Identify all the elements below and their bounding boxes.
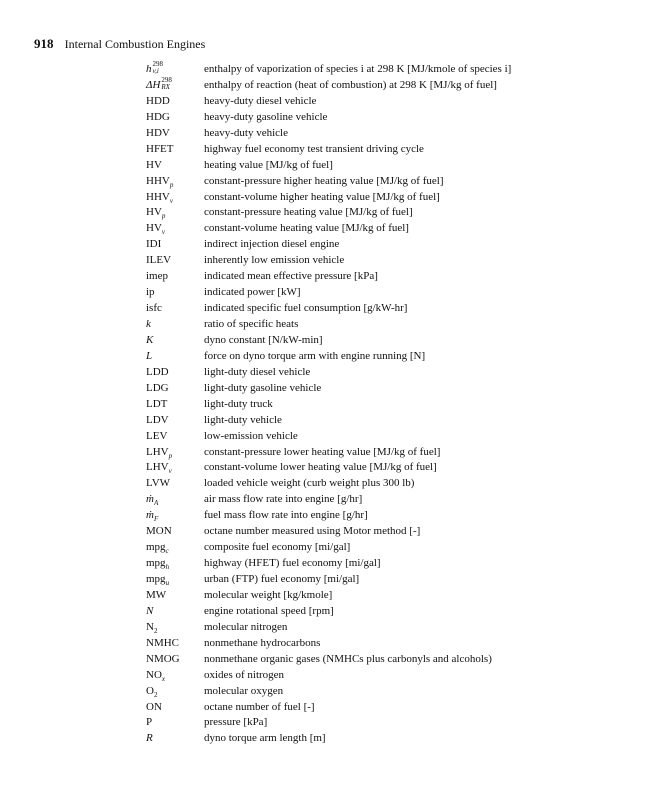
symbol-base: HV [146, 158, 162, 171]
entry-symbol [146, 221, 204, 237]
nomenclature-entry [146, 700, 616, 716]
entry-symbol [146, 142, 204, 158]
nomenclature-entry [146, 413, 616, 429]
entry-symbol [146, 174, 204, 190]
symbol-subscript: 2 [153, 627, 158, 635]
nomenclature-entry [146, 445, 616, 461]
nomenclature-entry [146, 556, 616, 572]
nomenclature-entry [146, 174, 616, 190]
entry-symbol [146, 524, 204, 540]
symbol-base: HDD [146, 94, 170, 107]
nomenclature-entry [146, 205, 616, 221]
symbol-base: ILEV [146, 254, 172, 267]
symbol-base: k [146, 318, 151, 330]
nomenclature-entry [146, 731, 616, 747]
entry-definition: ratio of specific heats [204, 318, 299, 330]
nomenclature-entry [146, 476, 616, 492]
entry-definition: highway fuel economy test transient driving cycle [204, 142, 424, 155]
symbol-base: N [146, 604, 154, 617]
entry-definition: pressure [kPa] [204, 716, 268, 729]
page-number: 918 [34, 36, 54, 51]
symbol-base: P [146, 716, 153, 729]
entry-definition: air mass flow rate into engine [g/hr] [204, 493, 363, 506]
nomenclature-entry [146, 78, 616, 94]
entry-symbol [146, 110, 204, 126]
symbol-base: isfc [146, 302, 162, 315]
nomenclature-entry [146, 253, 616, 269]
running-title: Internal Combustion Engines [64, 37, 206, 51]
nomenclature-entry [146, 588, 616, 604]
entry-definition: low-emission vehicle [204, 429, 298, 442]
page-header [34, 36, 205, 52]
nomenclature-entry [146, 221, 616, 237]
entry-symbol [146, 381, 204, 397]
entry-definition: molecular nitrogen [204, 620, 288, 633]
entry-symbol [146, 540, 204, 556]
entry-definition: heavy-duty diesel vehicle [204, 94, 317, 107]
nomenclature-entry [146, 365, 616, 381]
symbol-base: ΔH [146, 78, 161, 91]
symbol-subscript: v [168, 467, 172, 476]
symbol-base: NMOG [146, 652, 180, 665]
symbol-subscript: c [165, 547, 169, 556]
entry-definition: inherently low emission vehicle [204, 254, 345, 267]
symbol-base: mpg [146, 557, 166, 570]
entry-definition: engine rotational speed [rpm] [204, 604, 334, 617]
symbol-base: ṁ [146, 509, 154, 522]
symbol-base: LDT [146, 397, 168, 410]
nomenclature-entry [146, 301, 616, 317]
symbol-base: LHV [146, 461, 169, 474]
entry-symbol [146, 237, 204, 253]
symbol-subscript: v [169, 196, 173, 205]
nomenclature-entry [146, 269, 616, 285]
nomenclature-entry [146, 126, 616, 142]
entry-definition: constant-volume lower heating value [MJ/kg of fuel] [204, 461, 437, 474]
entry-symbol [146, 492, 204, 508]
symbol-subscript: v,i [152, 67, 159, 76]
symbol-base: MW [146, 588, 167, 601]
symbol-base: HV [146, 206, 162, 219]
entry-definition: urban (FTP) fuel economy [mi/gal] [204, 573, 360, 585]
entry-symbol [146, 460, 204, 476]
symbol-base: h [146, 63, 152, 75]
symbol-base: HV [146, 222, 162, 235]
entry-definition: fuel mass flow rate into engine [g/hr] [204, 509, 368, 522]
symbol-base: K [146, 333, 154, 346]
symbol-base: R [146, 732, 153, 745]
symbol-base: HFET [146, 142, 174, 155]
entry-symbol [146, 205, 204, 221]
entry-definition: nonmethane hydrocarbons [204, 636, 321, 649]
entry-definition: light-duty diesel vehicle [204, 365, 311, 378]
nomenclature-entry [146, 349, 616, 365]
entry-symbol [146, 285, 204, 301]
symbol-base: LHV [146, 445, 169, 458]
entry-symbol [146, 445, 204, 461]
symbol-base: LDG [146, 381, 169, 394]
entry-symbol [146, 126, 204, 142]
nomenclature-entry [146, 460, 616, 476]
entry-definition: indicated specific fuel consumption [g/kW-hr] [204, 302, 408, 315]
symbol-base: ON [146, 700, 162, 713]
symbol-base: LVW [146, 477, 171, 490]
entry-definition: molecular weight [kg/kmole] [204, 588, 333, 601]
entry-symbol [146, 620, 204, 636]
entry-symbol [146, 301, 204, 317]
symbol-base: LDV [146, 413, 169, 426]
entry-definition: enthalpy of vaporization of species i at 298 K [MJ/kmole of species i] [204, 63, 512, 75]
entry-symbol [146, 700, 204, 716]
nomenclature-entry [146, 540, 616, 556]
entry-symbol [146, 604, 204, 620]
symbol-base: ṁ [146, 493, 154, 506]
symbol-base: HHV [146, 174, 170, 187]
entry-symbol [146, 349, 204, 365]
nomenclature-entry [146, 668, 616, 684]
entry-symbol [146, 731, 204, 747]
symbol-subscript: p [169, 180, 174, 189]
entry-symbol [146, 62, 204, 78]
symbol-subscript: A [153, 499, 159, 508]
entry-symbol [146, 333, 204, 349]
entry-definition: loaded vehicle weight (curb weight plus 300 lb) [204, 477, 415, 490]
symbol-superscript: 298 [161, 76, 172, 85]
nomenclature-entry [146, 620, 616, 636]
nomenclature-entry [146, 604, 616, 620]
entry-definition: heavy-duty gasoline vehicle [204, 110, 328, 123]
entry-symbol [146, 317, 204, 333]
entry-definition: dyno constant [N/kW-min] [204, 333, 323, 346]
nomenclature-entry [146, 94, 616, 110]
nomenclature-entry [146, 715, 616, 731]
entry-definition: heating value [MJ/kg of fuel] [204, 158, 333, 171]
entry-symbol [146, 572, 204, 588]
symbol-base: L [146, 349, 153, 362]
nomenclature-entry [146, 508, 616, 524]
symbol-base: NMHC [146, 636, 180, 649]
nomenclature-entry [146, 333, 616, 349]
nomenclature-entry [146, 572, 616, 588]
entry-symbol [146, 636, 204, 652]
symbol-subscript: 2 [153, 690, 158, 699]
symbol-base: O [146, 684, 154, 697]
symbol-base: HDV [146, 126, 170, 139]
entry-definition: light-duty gasoline vehicle [204, 381, 322, 394]
symbol-base: imep [146, 270, 168, 283]
symbol-base: N [146, 620, 154, 633]
entry-definition: constant-pressure heating value [MJ/kg of fuel] [204, 206, 413, 219]
entry-symbol [146, 588, 204, 604]
symbol-base: ip [146, 286, 155, 299]
symbol-scripts [153, 61, 164, 75]
entry-definition: force on dyno torque arm with engine running [N] [204, 349, 426, 362]
entry-definition: highway (HFET) fuel economy [mi/gal] [204, 557, 381, 570]
entry-symbol [146, 78, 204, 94]
entry-symbol [146, 508, 204, 524]
nomenclature-entry [146, 524, 616, 540]
entry-definition: light-duty truck [204, 397, 273, 410]
nomenclature-entry [146, 237, 616, 253]
nomenclature-entry [146, 62, 616, 78]
nomenclature-entry [146, 142, 616, 158]
symbol-base: HHV [146, 190, 170, 203]
symbol-scripts [161, 77, 172, 91]
nomenclature-entry [146, 684, 616, 700]
nomenclature-entry [146, 492, 616, 508]
entry-symbol [146, 269, 204, 285]
entry-definition: indicated power [kW] [204, 286, 301, 299]
entry-symbol [146, 253, 204, 269]
symbol-base: NO [146, 668, 162, 681]
nomenclature-entry [146, 652, 616, 668]
entry-definition: indirect injection diesel engine [204, 238, 340, 251]
entry-definition: heavy-duty vehicle [204, 126, 288, 139]
entry-symbol [146, 556, 204, 572]
entry-definition: enthalpy of reaction (heat of combustion) at 298 K [MJ/kg of fuel] [204, 78, 497, 91]
entry-definition: octane number measured using Motor method [-] [204, 525, 421, 538]
nomenclature-entry [146, 190, 616, 206]
symbol-base: LDD [146, 365, 169, 378]
entry-symbol [146, 94, 204, 110]
nomenclature-entry [146, 317, 616, 333]
nomenclature-entry [146, 381, 616, 397]
entry-symbol [146, 668, 204, 684]
symbol-subscript: p [161, 212, 166, 221]
entry-symbol [146, 652, 204, 668]
symbol-superscript: 298 [152, 60, 163, 69]
entry-definition: oxides of nitrogen [204, 668, 285, 681]
nomenclature-entry [146, 110, 616, 126]
symbol-subscript: u [165, 579, 170, 588]
symbol-base: mpg [146, 541, 166, 554]
entry-definition: dyno torque arm length [m] [204, 732, 326, 745]
entry-symbol [146, 429, 204, 445]
entry-definition: indicated mean effective pressure [kPa] [204, 270, 378, 283]
symbol-subscript: v [161, 228, 165, 237]
entry-definition: constant-pressure lower heating value [MJ/kg of fuel] [204, 445, 441, 458]
symbol-base: HDG [146, 110, 170, 123]
symbol-base: mpg [146, 573, 166, 585]
symbol-base: IDI [146, 238, 162, 251]
entry-definition: molecular oxygen [204, 684, 284, 697]
entry-symbol [146, 684, 204, 700]
symbol-subscript: F [153, 515, 159, 524]
entry-definition: constant-pressure higher heating value [MJ/kg of fuel] [204, 174, 444, 187]
nomenclature-entry [146, 285, 616, 301]
entry-symbol [146, 397, 204, 413]
entry-definition: constant-volume higher heating value [MJ/kg of fuel] [204, 190, 440, 203]
entry-definition: nonmethane organic gases (NMHCs plus carbonyls and alcohols) [204, 652, 492, 665]
nomenclature-entry [146, 636, 616, 652]
entry-symbol [146, 715, 204, 731]
symbol-subscript: RX [161, 83, 170, 92]
entry-symbol [146, 158, 204, 174]
symbol-subscript: x [161, 674, 165, 683]
entry-symbol [146, 413, 204, 429]
nomenclature-list [146, 62, 616, 747]
symbol-base: LEV [146, 429, 168, 442]
nomenclature-entry [146, 429, 616, 445]
entry-symbol [146, 476, 204, 492]
entry-definition: light-duty vehicle [204, 413, 282, 426]
nomenclature-entry [146, 158, 616, 174]
entry-definition: composite fuel economy [mi/gal] [204, 541, 351, 554]
entry-definition: octane number of fuel [-] [204, 700, 315, 713]
symbol-subscript: h [165, 563, 170, 572]
symbol-subscript: p [168, 451, 173, 460]
nomenclature-entry [146, 397, 616, 413]
symbol-base: MON [146, 525, 172, 538]
entry-definition: constant-volume heating value [MJ/kg of fuel] [204, 222, 409, 235]
entry-symbol [146, 365, 204, 381]
entry-symbol [146, 190, 204, 206]
